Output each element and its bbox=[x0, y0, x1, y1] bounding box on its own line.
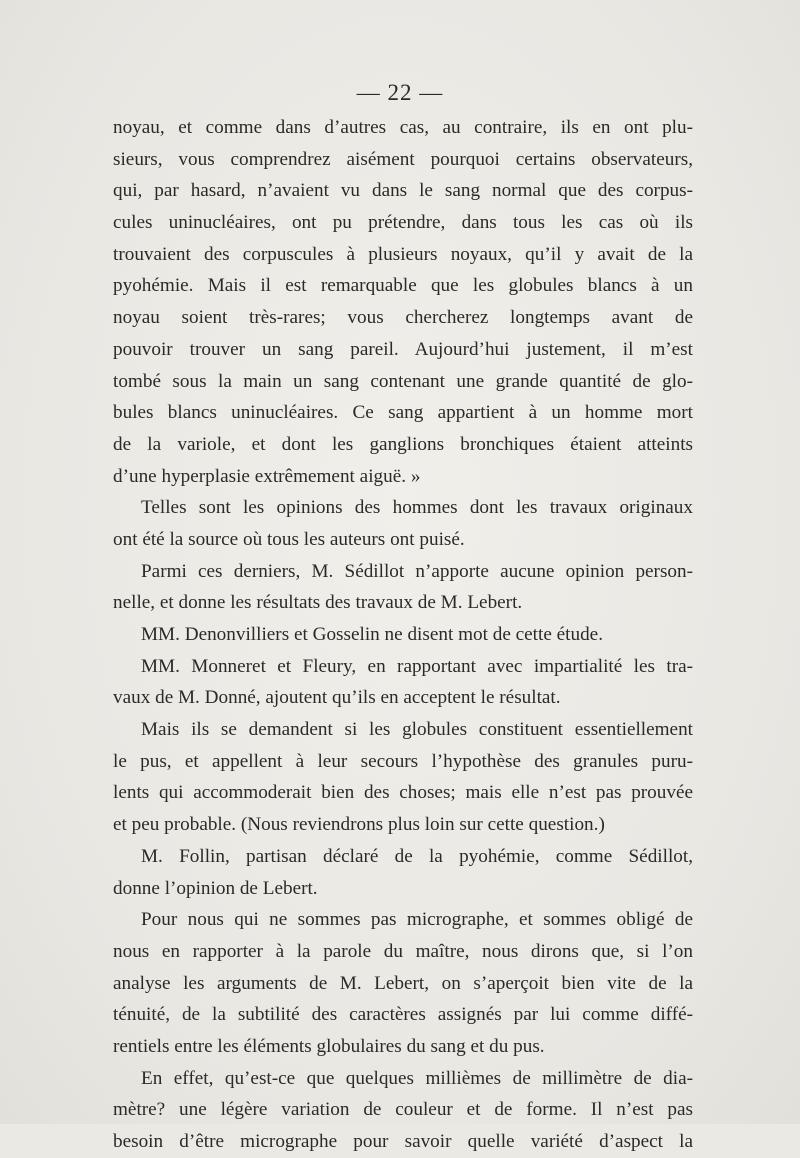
text-line: Pour nous qui ne sommes pas micrographe, et sommes obligé de bbox=[141, 909, 693, 931]
text-line: besoin d’être micrographe pour savoir quelle variété d’aspect la bbox=[113, 1131, 693, 1152]
page-number: — 22 — bbox=[356, 80, 444, 105]
text-line: noyau, et comme dans d’autres cas, au contraire, ils en ont plu- bbox=[113, 117, 693, 138]
text-line: trouvaient des corpuscules à plusieurs noyaux, qu’il y avait de la bbox=[113, 243, 693, 265]
text-line: pouvoir trouver un sang pareil. Aujourd’hui justement, il m’est bbox=[113, 338, 693, 360]
text-line: Telles sont les opinions des hommes dont les travaux originaux bbox=[141, 497, 693, 519]
text-line: et peu probable. (Nous reviendrons plus loin sur cette question.) bbox=[113, 814, 605, 836]
text-line: MM. Monneret et Fleury, en rapportant avec impartialité les tra- bbox=[141, 655, 693, 677]
text-line: analyse les arguments de M. Lebert, on s’aperçoit bien vite de la bbox=[113, 972, 693, 994]
text-line: M. Follin, partisan déclaré de la pyohémie, comme Sédillot, bbox=[141, 845, 693, 867]
text-line: qui, par hasard, n’avaient vu dans le sang normal que des corpus- bbox=[113, 180, 693, 202]
text-line: cules uninucléaires, ont pu prétendre, dans tous les cas où ils bbox=[113, 212, 693, 234]
text-line: rentiels entre les éléments globulaires du sang et du pus. bbox=[113, 1035, 545, 1057]
text-line: sieurs, vous comprendrez aisément pourquoi certains observateurs, bbox=[113, 148, 693, 170]
text-line: d’une hyperplasie extrêmement aiguë. » bbox=[113, 465, 421, 487]
text-line: donne l’opinion de Lebert. bbox=[113, 877, 318, 899]
text-line: vaux de M. Donné, ajoutent qu’ils en acceptent le résultat. bbox=[113, 687, 561, 709]
text-line: bules blancs uninucléaires. Ce sang appartient à un homme mort bbox=[113, 402, 693, 424]
text-line: MM. Denonvilliers et Gosselin ne disent mot de cette étude. bbox=[141, 624, 603, 645]
text-line: pyohémie. Mais il est remarquable que les globules blancs à un bbox=[113, 275, 693, 297]
text-line: de la variole, et dont les ganglions bronchiques étaient atteints bbox=[113, 433, 693, 455]
text-line: nelle, et donne les résultats des travaux de M. Lebert. bbox=[113, 592, 523, 614]
text-line: noyau soient très-rares; vous chercherez longtemps avant de bbox=[113, 307, 693, 329]
text-line: mètre? une légère variation de couleur et de forme. Il n’est pas bbox=[113, 1099, 693, 1121]
text-line: Mais ils se demandent si les globules constituent essentiellement bbox=[141, 719, 693, 741]
text-line: nous en rapporter à la parole du maître, nous dirons que, si l’on bbox=[113, 940, 693, 962]
text-line: Parmi ces derniers, M. Sédillot n’apporte aucune opinion person- bbox=[141, 560, 693, 582]
text-line: le pus, et appellent à leur secours l’hypothèse des granules puru- bbox=[113, 750, 693, 772]
text-line: En effet, qu’est-ce que quelques millièmes de millimètre de dia- bbox=[141, 1067, 693, 1089]
text-line: tombé sous la main un sang contenant une grande quantité de glo- bbox=[113, 370, 693, 392]
text-line: ont été la source où tous les auteurs ont puisé. bbox=[113, 528, 465, 550]
text-line: lents qui accommoderait bien des choses; mais elle n’est pas prouvée bbox=[113, 782, 693, 804]
text-line: ténuité, de la subtilité des caractères assignés par lui comme diffé- bbox=[113, 1004, 693, 1026]
body-text bbox=[113, 112, 693, 1158]
